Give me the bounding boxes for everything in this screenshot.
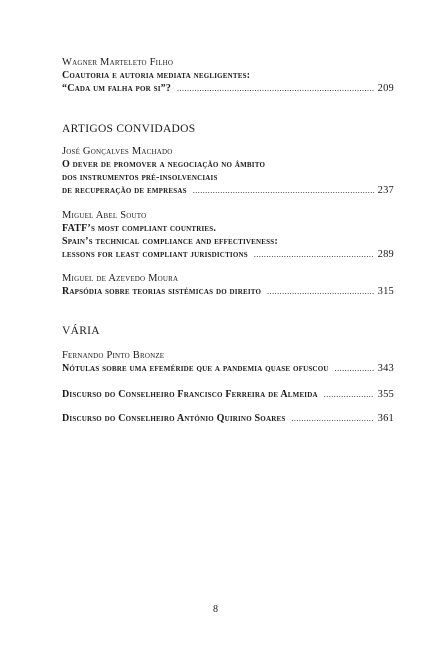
leader-dots [177,82,374,95]
page-number: 343 [377,363,394,374]
page-number: 361 [377,413,394,424]
entry-title-text: Discurso do Conselheiro Francisco Ferreira de Almeida [62,389,318,400]
leader-dots [267,285,373,298]
leader-dots [335,362,374,375]
entry-title-text: de recuperação de empresas [62,185,187,196]
entry-author: Wagner Marteleto Filho [62,57,174,68]
toc-entry-discurso-soares [62,412,394,425]
toc-entry-machado [62,145,394,197]
entry-title-line: Spain’s technical compliance and effectiveness: [62,236,278,247]
toc-entry-bronze [62,349,394,375]
page-folio-number: 8 [213,604,218,615]
entry-title-last-line [62,285,394,298]
page-number: 209 [377,83,394,94]
entry-title-line: Coautoria e autoria mediata negligentes: [62,70,251,81]
entry-title-text: lessons for least compliant jurisdictions [62,249,248,260]
toc-entry-souto [62,209,394,261]
entry-title-last-line [62,412,394,425]
toc-entry-marteleto [62,56,394,95]
entry-title-line: O dever de promover a negociação no âmbito [62,159,266,170]
section-heading-artigos: ARTIGOS CONVIDADOS [62,123,196,135]
leader-dots [193,184,374,197]
entry-title-last-line [62,362,394,375]
entry-title-line: FATF’s most compliant countries. [62,223,217,234]
entry-author: Miguel de Azevedo Moura [62,273,179,284]
leader-dots [291,412,373,425]
page-number: 315 [377,286,394,297]
entry-title-text: Rapsódia sobre teorias sistémicas do direito [62,286,262,297]
entry-title-text: Discurso do Conselheiro António Quirino Soares [62,413,286,424]
entry-title-text: “Cada um falha por si”? [62,83,172,94]
page-number: 237 [377,185,394,196]
toc-entry-moura [62,272,394,298]
entry-author: José Gonçalves Machado [62,146,173,157]
entry-title-line: dos instrumentos pré-insolvenciais [62,172,218,183]
entry-title-text: Nótulas sobre uma efeméride que a pandemia quase ofuscou [62,363,329,374]
leader-dots [324,388,374,401]
page-number: 289 [377,249,394,260]
entry-author: Miguel Abel Souto [62,210,147,221]
entry-author: Fernando Pinto Bronze [62,350,165,361]
toc-entry-discurso-almeida [62,388,394,401]
leader-dots [254,248,374,261]
entry-title-last-line [62,248,394,261]
page-number: 355 [377,389,394,400]
entry-title-last-line [62,388,394,401]
section-heading-varia: VÁRIA [62,325,100,337]
entry-title-last-line [62,82,394,95]
entry-title-last-line [62,184,394,197]
